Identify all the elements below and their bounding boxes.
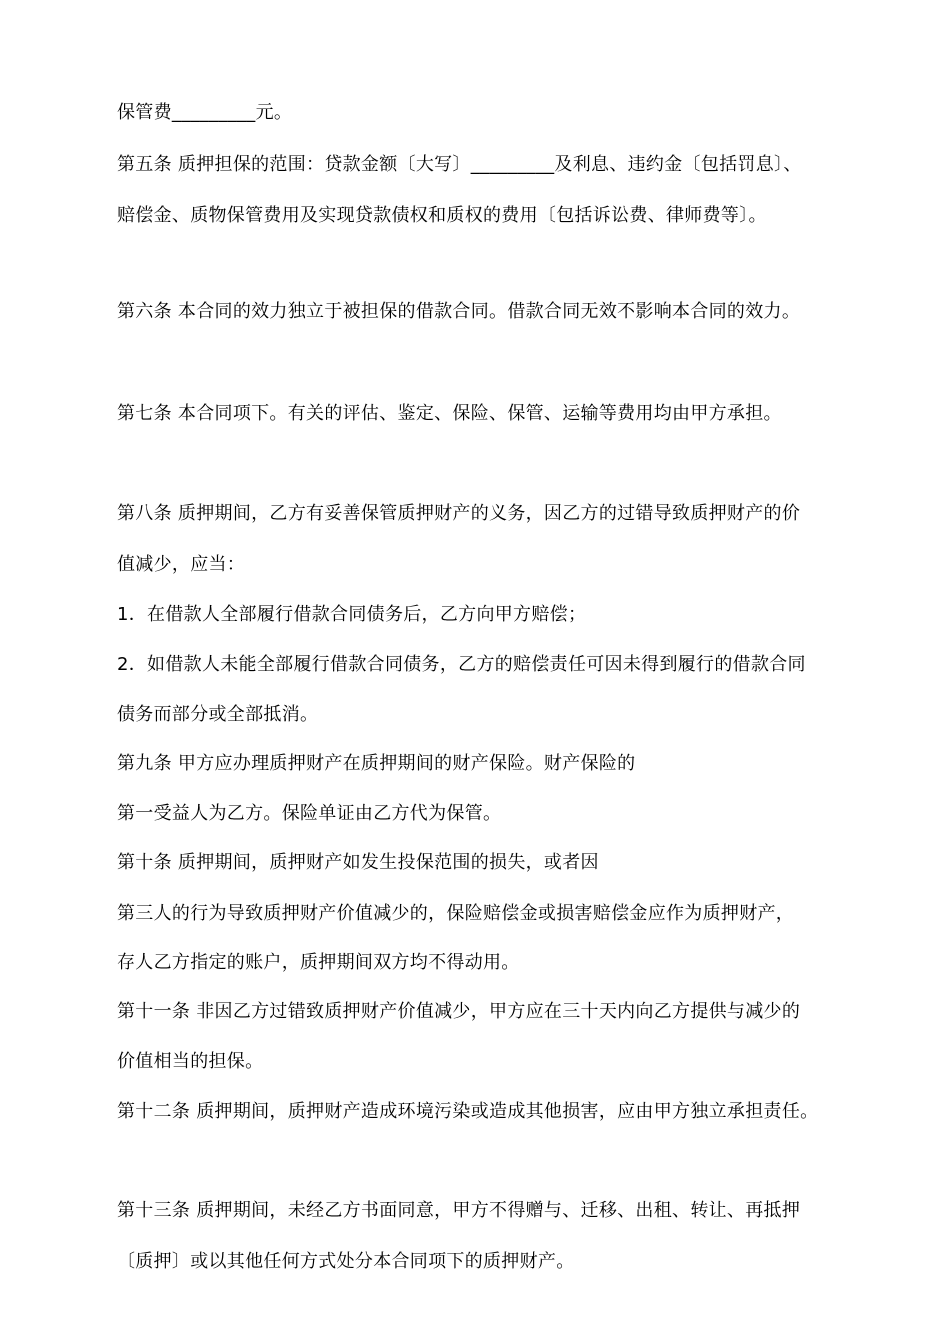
- text-line-article-11: 第十一条 非因乙方过错致质押财产价值减少，甲方应在三十天内向乙方提供与减少的: [117, 1001, 801, 1022]
- text-line-article-10-cont-2: 存人乙方指定的账户，质押期间双方均不得动用。: [117, 952, 520, 973]
- text-line-article-10: 第十条 质押期间，质押财产如发生投保范围的损失，或者因: [117, 852, 599, 873]
- text-line-article-8-item-1: 1．在借款人全部履行借款合同债务后，乙方向甲方赔偿；: [117, 604, 587, 625]
- text-line-article-13: 第十三条 质押期间，未经乙方书面同意，甲方不得赠与、迁移、出租、转让、再抵押: [117, 1200, 801, 1221]
- text-line-article-10-cont-1: 第三人的行为导致质押财产价值减少的，保险赔偿金或损害赔偿金应作为质押财产，: [117, 903, 795, 924]
- text-line-article-12: 第十二条 质押期间，质押财产造成环境污染或造成其他损害，应由甲方独立承担责任。: [117, 1101, 819, 1122]
- text-line-article-8-cont: 值减少，应当：: [117, 554, 246, 575]
- text-line-article-8: 第八条 质押期间，乙方有妥善保管质押财产的义务，因乙方的过错导致质押财产的价: [117, 503, 801, 524]
- text-line-storage-fee: 保管费_________元。: [117, 102, 293, 123]
- text-line-article-9: 第九条 甲方应办理质押财产在质押期间的财产保险。财产保险的: [117, 753, 636, 774]
- text-line-article-7: 第七条 本合同项下。有关的评估、鉴定、保险、保管、运输等费用均由甲方承担。: [117, 403, 782, 424]
- text-line-article-6: 第六条 本合同的效力独立于被担保的借款合同。借款合同无效不影响本合同的效力。: [117, 301, 801, 322]
- text-line-article-11-cont: 价值相当的担保。: [117, 1051, 264, 1072]
- text-line-article-5-cont: 赔偿金、质物保管费用及实现贷款债权和质权的费用〔包括诉讼费、律师费等〕。: [117, 205, 767, 226]
- text-line-article-13-cont: 〔质押〕或以其他任何方式处分本合同项下的质押财产。: [117, 1251, 575, 1272]
- text-line-article-9-cont: 第一受益人为乙方。保险单证由乙方代为保管。: [117, 803, 502, 824]
- text-line-article-8-item-2-cont: 债务而部分或全部抵消。: [117, 704, 319, 725]
- text-line-article-5: 第五条 质押担保的范围：贷款金额〔大写〕_________及利息、违约金〔包括罚息〕、: [117, 154, 802, 175]
- text-line-article-8-item-2: 2．如借款人未能全部履行借款合同债务，乙方的赔偿责任可因未得到履行的借款合同: [117, 654, 806, 675]
